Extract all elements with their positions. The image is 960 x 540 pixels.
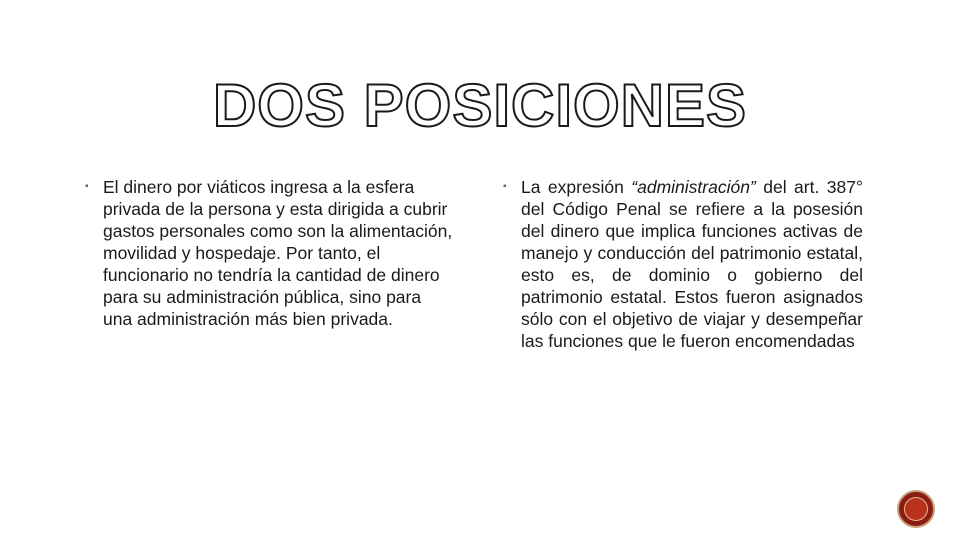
- seal-logo-icon: [897, 490, 935, 528]
- square-bullet-icon: ▪: [85, 181, 89, 192]
- square-bullet-icon: ▪: [503, 181, 507, 192]
- right-text-rest: del art. 387° del Código Penal se refiere a la posesión del dinero que implica funciones activas de manejo y conducción del patrimonio estatal, esto es, de dominio o gobierno del patrimonio estatal. Estos fueron asignados sólo con el objetivo de viajar y desempeñar las funciones que le fueron encomendadas: [521, 177, 863, 351]
- left-bullet-text: El dinero por viáticos ingresa a la esfera privada de la persona y esta dirigida a cubrir gastos personales como son la alimentación, movilidad y hospedaje. Por tanto, el funcionario no tendría la cantidad de dinero para su administración pública, sino para una administración más bien privada.: [103, 177, 453, 329]
- left-column: [85, 176, 455, 330]
- right-column: [503, 176, 863, 352]
- right-bullet-text: [521, 176, 863, 352]
- right-text-start: La expresión: [521, 177, 632, 197]
- slide-title: DOS POSICIONES: [212, 72, 748, 139]
- bullet-item: [503, 176, 863, 352]
- right-text-emphasis: “administración”: [631, 177, 756, 197]
- bullet-item: [85, 176, 455, 330]
